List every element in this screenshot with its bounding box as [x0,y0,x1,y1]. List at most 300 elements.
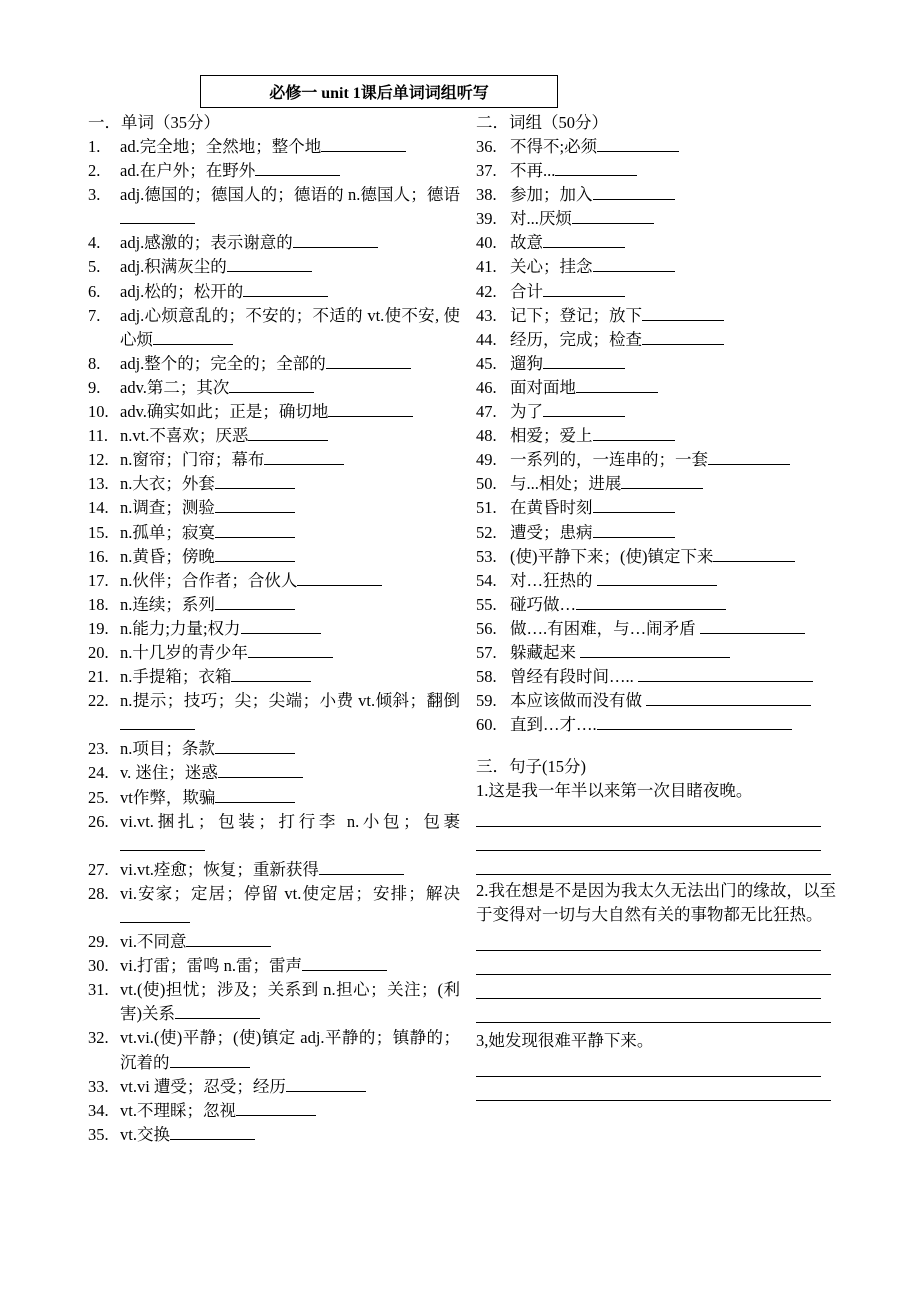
list-item [476,376,836,400]
answer-blank[interactable] [120,728,195,730]
list-item [88,882,460,930]
item-number: 59. [476,691,497,711]
item-number: 18. [88,594,109,614]
item-number: 16. [88,546,109,566]
item-prompt: n.vt.不喜欢；厌恶 [120,426,249,446]
answer-blank[interactable] [593,536,675,538]
list-item [88,858,460,882]
list-item [476,255,836,279]
item-number: 4. [88,233,101,253]
item-number: 29. [88,932,109,952]
list-item [476,593,836,617]
worksheet-title: 必修一 unit 1课后单词词组听写 [200,75,558,108]
answer-blank[interactable] [597,728,792,730]
list-item [88,1123,460,1147]
answer-blank[interactable] [576,608,726,610]
item-prompt: adj.积满灰尘的 [120,257,227,277]
answer-blank[interactable] [243,295,328,297]
item-prompt: 躲藏起来 [510,642,581,662]
item-prompt: n.手提箱；衣箱 [120,667,232,687]
list-item [88,978,460,1026]
answer-line[interactable] [476,803,821,827]
list-item [88,545,460,569]
sentence-prompt: 3,她发现很难平静下来。 [476,1031,654,1051]
item-prompt-wrap [120,978,460,1026]
answer-blank[interactable] [700,632,805,634]
item-prompt: 本应该做而没有做 [510,691,647,711]
list-item [476,207,836,231]
item-number: 57. [476,642,497,662]
list-item [88,1075,460,1099]
answer-blank[interactable] [293,246,378,248]
item-prompt: n.窗帘；门帘；幕布 [120,450,265,470]
item-prompt: 碰巧做… [510,594,576,614]
list-item [476,352,836,376]
list-item [88,376,460,400]
item-prompt: 直到…才…. [510,715,597,735]
item-prompt: 故意 [510,233,543,253]
answer-line[interactable] [476,975,821,999]
item-prompt-wrap [120,280,460,304]
list-item [88,930,460,954]
list-item [88,496,460,520]
item-number: 58. [476,667,497,687]
item-prompt-wrap [120,352,460,376]
answer-blank[interactable] [231,680,311,682]
answer-blank[interactable] [255,174,340,176]
list-item [476,328,836,352]
answer-blank[interactable] [170,1138,255,1140]
item-number: 1. [88,137,101,156]
item-number: 47. [476,402,497,422]
answer-blank[interactable] [248,439,328,441]
item-prompt-wrap [120,135,460,159]
words-list [88,135,460,1147]
item-prompt-wrap [510,521,836,545]
item-number: 34. [88,1100,109,1120]
list-item [88,1099,460,1123]
answer-blank[interactable] [621,487,703,489]
item-prompt-wrap [120,737,460,761]
item-prompt-wrap [510,183,836,207]
item-prompt-wrap [120,183,460,231]
answer-blank[interactable] [215,608,295,610]
list-item [88,352,460,376]
item-prompt-wrap [120,689,460,737]
item-prompt: vi.vt.痊愈；恢复；重新获得 [120,859,319,879]
item-prompt-wrap [120,930,460,954]
item-prompt-wrap [510,689,836,713]
list-item [88,472,460,496]
item-prompt-wrap [510,280,836,304]
item-prompt: 在黄昏时刻 [510,498,593,518]
item-prompt-wrap [510,255,836,279]
list-item [476,617,836,641]
answer-line[interactable] [476,827,821,851]
answer-blank[interactable] [227,270,312,272]
answer-blank[interactable] [321,150,406,152]
item-prompt: vt.vi.(使)平静；(使)镇定 adj.平静的；镇静的；沉着的 [120,1028,460,1072]
item-prompt: 做….有困难，与…闹矛盾 [510,618,700,638]
item-prompt-wrap [120,569,460,593]
answer-blank[interactable] [218,776,303,778]
item-prompt-wrap [510,448,836,472]
item-number: 41. [476,257,497,277]
item-prompt: vi.vt.捆扎；包装；打行李 n.小包；包裹 [120,811,460,831]
item-number: 11. [88,426,109,446]
item-number: 55. [476,594,497,614]
item-prompt: v. 迷住；迷惑 [120,763,218,783]
item-prompt-wrap [510,593,836,617]
item-number: 37. [476,161,497,181]
item-prompt-wrap [120,255,460,279]
item-number: 9. [88,377,101,397]
item-prompt: vi.打雷；雷鸣 n.雷；雷声 [120,956,302,976]
item-number: 22. [88,691,109,711]
list-item [88,521,460,545]
words-section-heading: 一．单词（35分） [88,113,220,132]
answer-blank[interactable] [215,487,295,489]
answer-line[interactable] [476,851,831,875]
item-prompt: vt.不理睬；忽视 [120,1100,236,1120]
item-prompt: 与...相处；进展 [510,474,622,494]
answer-line[interactable] [476,951,831,975]
item-prompt: n.伙伴；合作者；合伙人 [120,570,298,590]
item-prompt-wrap [120,761,460,785]
item-prompt-wrap [120,231,460,255]
item-number: 31. [88,980,109,1000]
answer-blank[interactable] [580,656,730,658]
item-prompt-wrap [510,665,836,689]
answer-blank[interactable] [319,873,404,875]
item-number: 43. [476,305,497,325]
answer-blank[interactable] [120,849,205,851]
item-prompt: n.大衣；外套 [120,474,215,494]
list-item [88,424,460,448]
item-prompt-wrap [510,304,836,328]
item-prompt: adj.整个的；完全的；全部的 [120,353,326,373]
list-item [88,761,460,785]
item-prompt-wrap [120,858,460,882]
item-prompt: 遛狗 [510,353,543,373]
item-prompt-wrap [510,641,836,665]
item-number: 32. [88,1028,109,1048]
item-prompt: n.调查；测验 [120,498,215,518]
answer-blank[interactable] [555,174,637,176]
item-number: 42. [476,281,497,301]
item-prompt-wrap [510,713,836,737]
item-prompt: 对…狂热的 [510,570,597,590]
answer-blank[interactable] [543,295,625,297]
item-prompt-wrap [120,1099,460,1123]
list-item [88,255,460,279]
item-prompt-wrap [120,521,460,545]
item-prompt: vi.不同意 [120,932,187,952]
list-item [88,231,460,255]
item-prompt-wrap [120,954,460,978]
list-item [476,569,836,593]
sentence-prompt: 2.我在想是不是因为我太久无法出门的缘故，以至于变得对一切与大自然有关的事物都无比狂热。 [476,881,836,925]
item-prompt: 合计 [510,281,543,301]
item-prompt-wrap [510,472,836,496]
item-prompt-wrap [120,448,460,472]
item-prompt: 记下；登记；放下 [510,305,642,325]
item-prompt: adv.确实如此；正是；确切地 [120,402,329,422]
item-number: 60. [476,715,497,735]
answer-line[interactable] [476,999,831,1023]
answer-blank[interactable] [215,752,295,754]
item-prompt-wrap [120,496,460,520]
item-prompt: ad.完全地；全然地；整个地 [120,137,322,156]
list-item [88,159,460,183]
answer-blank[interactable] [215,511,295,513]
item-prompt-wrap [510,135,836,159]
item-number: 50. [476,474,497,494]
item-number: 21. [88,667,109,687]
item-prompt-wrap [510,569,836,593]
item-prompt: 不得不;必须 [510,137,598,156]
answer-blank[interactable] [593,198,675,200]
answer-blank[interactable] [543,367,625,369]
list-item [476,689,836,713]
item-number: 27. [88,859,109,879]
answer-blank[interactable] [708,463,790,465]
item-number: 12. [88,450,109,470]
item-prompt: ad.在户外；在野外 [120,161,256,181]
answer-blank[interactable] [593,270,675,272]
list-item [88,183,460,231]
answer-blank[interactable] [638,680,813,682]
item-prompt: vt作弊，欺骗 [120,787,216,807]
answer-line[interactable] [476,1053,821,1077]
item-number: 45. [476,353,497,373]
sentence-prompt: 1.这是我一年半以来第一次目睹夜晚。 [476,781,753,801]
item-prompt: vt.(使)担忧；涉及；关系到 n.担心；关注；(利害)关系 [120,980,460,1024]
list-item [476,448,836,472]
sentence-item-2 [476,879,836,1023]
item-prompt: adj.松的；松开的 [120,281,244,301]
sentences-section-heading: 三．句子(15分) [476,757,586,777]
item-prompt-wrap [120,159,460,183]
list-item [88,280,460,304]
item-prompt: 不再... [510,161,556,181]
item-number: 2. [88,161,101,181]
answer-blank[interactable] [264,463,344,465]
answer-line[interactable] [476,927,821,951]
item-number: 19. [88,618,109,638]
item-prompt: n.孤单；寂寞 [120,522,215,542]
answer-blank[interactable] [328,415,413,417]
item-prompt: 对...厌烦 [510,209,572,229]
answer-blank[interactable] [576,391,658,393]
item-prompt: 经历，完成；检查 [510,329,642,349]
answer-blank[interactable] [236,1114,316,1116]
list-item [88,304,460,352]
item-number: 52. [476,522,497,542]
item-number: 17. [88,570,109,590]
answer-blank[interactable] [215,536,295,538]
list-item [88,593,460,617]
item-prompt: vi.安家；定居；停留 vt.使定居；安排；解决 [120,883,460,903]
list-item [88,135,460,159]
list-item [88,689,460,737]
answer-blank[interactable] [215,801,295,803]
answer-blank[interactable] [170,1066,250,1068]
sentence-item-1 [476,779,836,875]
item-prompt-wrap [120,665,460,689]
list-item [476,521,836,545]
answer-blank[interactable] [326,367,411,369]
list-item [88,737,460,761]
answer-blank[interactable] [215,560,295,562]
list-item [476,183,836,207]
list-item [476,304,836,328]
list-item [88,569,460,593]
answer-blank[interactable] [302,969,387,971]
item-number: 38. [476,185,497,205]
item-prompt-wrap [510,376,836,400]
item-prompt: adj.德国的；德国人的；德语的 n.德国人；德语 [120,185,460,205]
answer-blank[interactable] [248,656,333,658]
answer-blank[interactable] [593,511,675,513]
list-item [476,665,836,689]
item-prompt: n.能力;力量;权力 [120,618,241,638]
item-prompt: 面对面地 [510,377,576,397]
item-prompt-wrap [120,1026,460,1074]
item-number: 36. [476,137,497,156]
list-item [476,713,836,737]
item-prompt-wrap [510,424,836,448]
item-prompt-wrap [510,328,836,352]
list-item [476,400,836,424]
item-number: 20. [88,642,109,662]
item-prompt-wrap [510,617,836,641]
item-number: 10. [88,402,109,422]
item-prompt: 相爱；爱上 [510,426,593,446]
answer-blank[interactable] [153,343,233,345]
item-number: 30. [88,956,109,976]
item-prompt: 曾经有段时间….. [510,667,638,687]
answer-blank[interactable] [229,391,314,393]
list-item [476,280,836,304]
item-number: 24. [88,763,109,783]
answer-blank[interactable] [642,319,724,321]
answer-blank[interactable] [597,584,717,586]
item-number: 44. [476,329,497,349]
item-prompt-wrap [120,400,460,424]
item-prompt: n.连续；系列 [120,594,215,614]
item-prompt-wrap [120,545,460,569]
item-prompt: vt.交换 [120,1124,170,1144]
list-item [476,135,836,159]
list-item [476,424,836,448]
item-number: 15. [88,522,109,542]
item-prompt-wrap [510,496,836,520]
list-item [88,665,460,689]
answer-blank[interactable] [543,246,625,248]
item-prompt: 关心；挂念 [510,257,593,277]
answer-blank[interactable] [120,222,195,224]
list-item [476,545,836,569]
item-prompt-wrap [120,882,460,930]
answer-blank[interactable] [297,584,382,586]
answer-blank[interactable] [593,439,675,441]
item-number: 54. [476,570,497,590]
answer-blank[interactable] [186,945,271,947]
item-number: 6. [88,281,101,301]
item-prompt-wrap [510,545,836,569]
phrases-list [476,135,836,737]
item-prompt: (使)平静下来；(使)镇定下来 [510,546,714,566]
list-item [88,786,460,810]
item-number: 23. [88,739,109,759]
answer-blank[interactable] [642,343,724,345]
list-item [476,472,836,496]
item-prompt: n.提示；技巧；尖；尖端；小费 vt.倾斜；翻倒 [120,691,460,711]
item-prompt: vt.vi 遭受；忍受；经历 [120,1076,286,1096]
sentence-item-3 [476,1029,836,1101]
list-item [88,810,460,858]
answer-blank[interactable] [120,921,190,923]
item-number: 46. [476,377,497,397]
item-number: 56. [476,618,497,638]
list-item [476,496,836,520]
item-prompt-wrap [510,400,836,424]
answer-blank[interactable] [597,150,679,152]
phrases-section-heading: 二．词组（50分） [476,113,608,132]
list-item [476,231,836,255]
item-number: 40. [476,233,497,253]
item-prompt-wrap [120,786,460,810]
list-item [88,641,460,665]
answer-blank[interactable] [543,415,625,417]
item-prompt-wrap [120,424,460,448]
item-prompt-wrap [120,1123,460,1147]
right-column [476,111,836,1101]
item-prompt: 为了 [510,402,543,422]
answer-blank[interactable] [241,632,321,634]
item-prompt-wrap [120,304,460,352]
item-prompt-wrap [510,231,836,255]
item-number: 48. [476,426,497,446]
answer-blank[interactable] [286,1090,366,1092]
answer-blank[interactable] [175,1017,260,1019]
item-number: 28. [88,883,109,903]
item-prompt: n.黄昏；傍晚 [120,546,215,566]
list-item [476,159,836,183]
words-column [88,111,460,1147]
answer-blank[interactable] [572,222,654,224]
item-number: 13. [88,474,109,494]
item-prompt-wrap [510,352,836,376]
answer-blank[interactable] [646,704,811,706]
item-prompt-wrap [120,641,460,665]
item-prompt: adv.第二；其次 [120,377,230,397]
list-item [88,400,460,424]
list-item [88,954,460,978]
item-prompt: 遭受；患病 [510,522,593,542]
item-number: 39. [476,209,497,229]
answer-blank[interactable] [713,560,795,562]
item-prompt-wrap [120,810,460,858]
item-number: 53. [476,546,497,566]
item-prompt-wrap [120,376,460,400]
item-prompt: n.十几岁的青少年 [120,642,248,662]
answer-line[interactable] [476,1077,831,1101]
item-prompt-wrap [510,159,836,183]
item-number: 14. [88,498,109,518]
item-prompt: n.项目；条款 [120,739,215,759]
